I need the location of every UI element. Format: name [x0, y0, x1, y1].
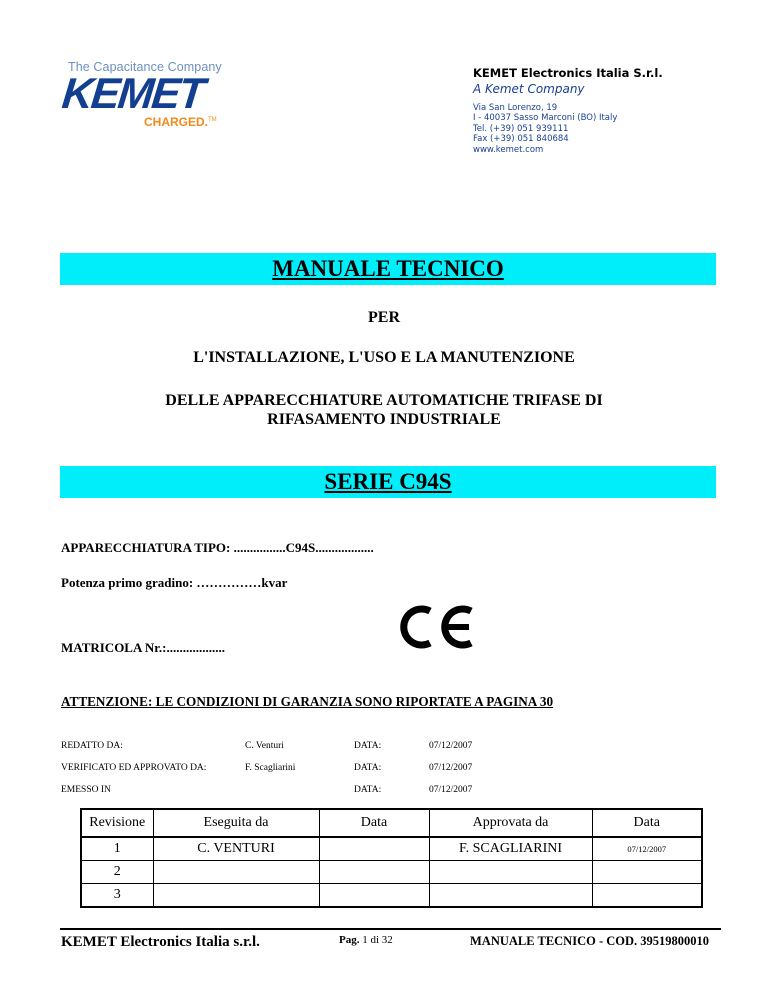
table-cell: 07/12/2007 — [592, 837, 702, 861]
table-cell — [153, 861, 319, 884]
address-line: Via San Lorenzo, 19 — [473, 103, 558, 113]
table-cell — [319, 861, 429, 884]
address-line: Tel. (+39) 051 939111 — [473, 123, 569, 134]
signoff-data-label: DATA: — [354, 785, 382, 795]
revision-table — [80, 808, 703, 908]
table-cell — [429, 861, 592, 884]
col-header-data: Data — [592, 809, 702, 837]
footer-page-number: Pag. 1 di 32 — [339, 934, 393, 946]
col-header-approvata: Approvata da — [429, 809, 592, 837]
subtitle-line-3: RIFASAMENTO INDUSTRIALE — [267, 411, 501, 428]
table-cell: 2 — [81, 861, 153, 884]
address-line: Fax (+39) 051 840684 — [473, 134, 569, 145]
col-header-revisione: Revisione — [81, 809, 153, 837]
potenza-field: Potenza primo gradino: ……………kvar — [61, 575, 288, 590]
table-cell — [592, 861, 702, 884]
footer-company: KEMET Electronics Italia s.r.l. — [61, 934, 260, 950]
signoff-name: C. Venturi — [245, 741, 284, 751]
table-cell — [319, 884, 429, 908]
table-row — [81, 861, 702, 884]
signoff-data-label: DATA: — [354, 763, 382, 773]
table-cell: C. VENTURI — [153, 837, 319, 861]
table-cell: F. SCAGLIARINI — [429, 837, 592, 861]
company-website: www.kemet.com — [473, 144, 544, 155]
signoff-label: EMESSO IN — [61, 785, 111, 795]
serie-title: SERIE C94S — [60, 466, 716, 498]
table-cell — [592, 884, 702, 908]
apparecchiatura-field: APPARECCHIATURA TIPO: ................C94S.................. — [61, 540, 374, 555]
signoff-data-label: DATA: — [354, 741, 382, 751]
logo-brand: KEMET — [59, 70, 206, 118]
warranty-notice: ATTENZIONE: LE CONDIZIONI DI GARANZIA SONO RIPORTATE A PAGINA 30 — [61, 694, 554, 709]
company-subtitle: A Kemet Company — [473, 82, 585, 96]
table-cell — [429, 884, 592, 908]
table-cell: 3 — [81, 884, 153, 908]
company-address — [473, 103, 663, 155]
subtitle-line-2: DELLE APPARECCHIATURE AUTOMATICHE TRIFASE DI — [165, 392, 603, 409]
signoff-date: 07/12/2007 — [429, 741, 473, 751]
signoff-label: VERIFICATO ED APPROVATO DA: — [61, 763, 207, 773]
matricola-field: MATRICOLA Nr.:.................. — [61, 640, 225, 655]
per-label: PER — [368, 309, 400, 326]
ce-mark-icon — [397, 605, 477, 649]
company-name: KEMET Electronics Italia S.r.l. — [473, 66, 663, 80]
table-cell — [319, 837, 429, 861]
table-cell: 1 — [81, 837, 153, 861]
col-header-data: Data — [319, 809, 429, 837]
footer-divider — [60, 928, 721, 930]
table-header-row — [81, 809, 702, 837]
footer-document-code: MANUALE TECNICO - COD. 39519800010 — [470, 934, 710, 948]
col-header-eseguita: Eseguita da — [153, 809, 319, 837]
table-row — [81, 837, 702, 861]
signoff-date: 07/12/2007 — [429, 785, 473, 795]
logo-charged: CHARGED.™ — [144, 115, 217, 129]
manual-title: MANUALE TECNICO — [60, 253, 716, 285]
kemet-logo — [60, 60, 245, 132]
logo-tagline: The Capacitance Company — [68, 60, 222, 74]
company-info — [473, 66, 663, 155]
address-line: I - 40037 Sasso Marconi (BO) Italy — [473, 113, 618, 124]
subtitle-line-1: L'INSTALLAZIONE, L'USO E LA MANUTENZIONE — [193, 349, 575, 366]
table-cell — [153, 884, 319, 908]
signoff-name: F. Scagliarini — [245, 763, 296, 773]
signoff-label: REDATTO DA: — [61, 741, 123, 751]
signoff-date: 07/12/2007 — [429, 763, 473, 773]
table-row — [81, 884, 702, 908]
